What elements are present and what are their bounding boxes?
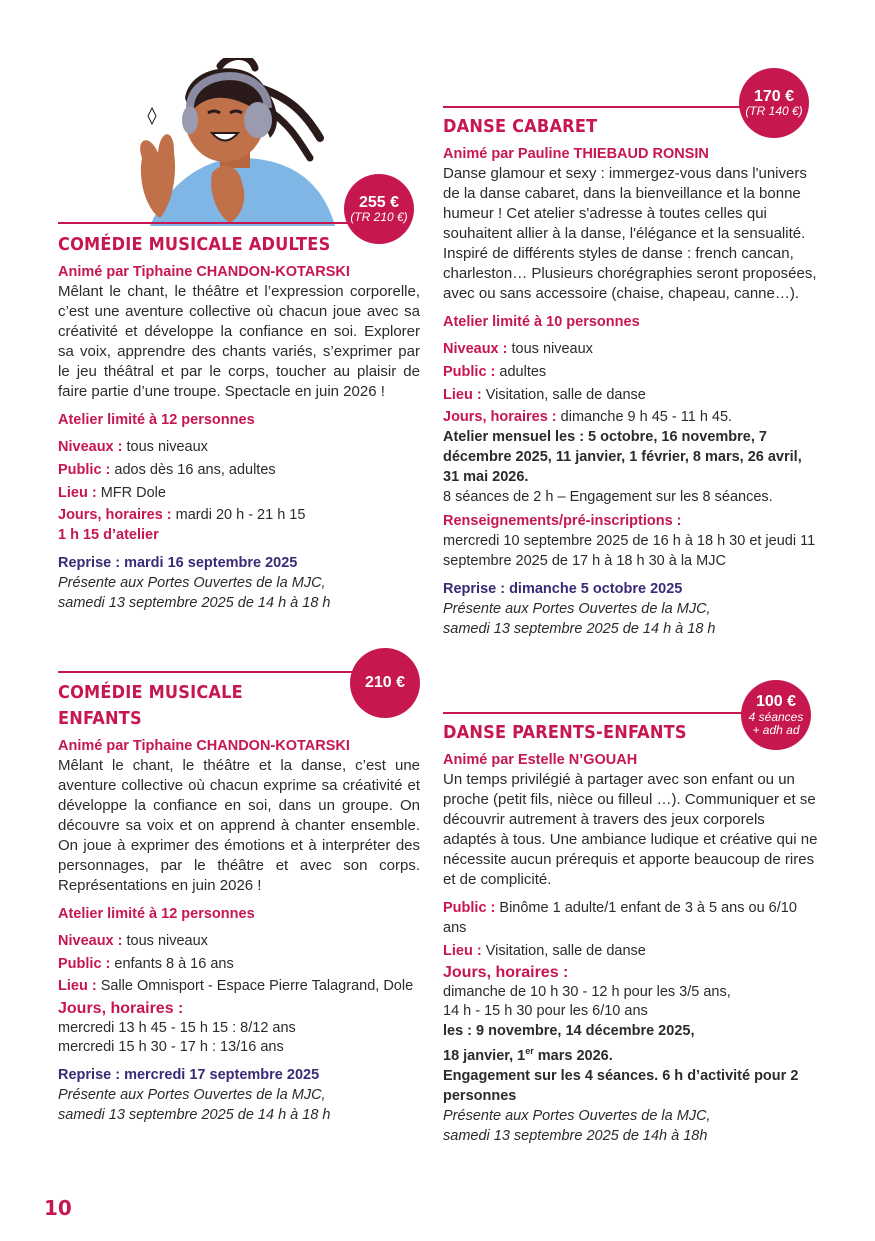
- jours-line: dimanche de 10 h 30 - 12 h pour les 3/5 ans,: [443, 984, 731, 1000]
- price-reduced: (TR 210 €): [350, 210, 408, 225]
- reprise: Reprise : dimanche 5 octobre 2025: [443, 581, 683, 597]
- jours-label: Jours, horaires :: [58, 507, 172, 523]
- reprise: Reprise : mercredi 17 septembre 2025: [58, 1067, 320, 1083]
- lieu-value: MFR Dole: [96, 485, 166, 501]
- dates-text: mars 2026.: [533, 1047, 613, 1064]
- dates-line: [443, 1041, 818, 1066]
- section-title: [58, 680, 420, 732]
- page-number: 10: [44, 1196, 72, 1220]
- jours-value: dimanche 9 h 45 - 11 h 45.: [556, 409, 733, 425]
- portes-ouvertes: Présente aux Portes Ouvertes de la MJC,: [443, 601, 711, 617]
- group-limit: Atelier limité à 10 personnes: [443, 314, 640, 330]
- jours-block: [58, 999, 420, 1057]
- section-divider: [58, 222, 366, 224]
- jours-line: mercredi 15 h 30 - 17 h : 13/16 ans: [58, 1039, 284, 1055]
- niveaux-value: tous niveaux: [507, 341, 593, 357]
- public-row: [58, 953, 420, 976]
- reprise: Reprise : mardi 16 septembre 2025: [58, 555, 298, 571]
- niveaux-label: Niveaux :: [443, 341, 508, 357]
- section-title-line2: ENFANTS: [58, 708, 142, 729]
- price-amount: 255 €: [358, 193, 400, 211]
- animator: Animé par Estelle N’GOUAH: [443, 752, 638, 768]
- public-label: Public :: [443, 364, 496, 380]
- portes-ouvertes-date: samedi 13 septembre 2025 de 14h à 18h: [443, 1127, 708, 1144]
- description: Mêlant le chant, le théâtre et la danse, c’est une aventure collective où chacun exprime sa créativité et développe la confiance en soi, dans un groupe. On découvre sa voix et on apprend à chanter ensemble. On joue à exprimer des émotions et à interpréter des personnages, par le théâtre et avec son corps. Représentations en juin 2026 !: [58, 757, 420, 894]
- section-title: COMÉDIE MUSICALE ADULTES: [58, 234, 331, 255]
- description: Mêlant le chant, le théâtre et l’expression corporelle, c’est une aventure collective où chacun joue avec sa créativité et développe la confiance en soi. Explorer sa voix, apprendre des chants variés, s’exprimer par le jeu théâtral et par le corps, toucher au plaisir de faire partie d’une troupe. Spectacle en juin 2026 !: [58, 283, 420, 400]
- public-row: [443, 898, 818, 938]
- animator: Animé par Tiphaine CHANDON-KOTARSKI: [58, 264, 350, 280]
- renseignements: mercredi 10 septembre 2025 de 16 h à 18 h 30 et jeudi 11 septembre 2025 de 17 h à 18 h 30 à la MJC: [443, 533, 816, 569]
- seances: 8 séances de 2 h – Engagement sur les 8 séances.: [443, 489, 773, 505]
- dates-line: les : 9 novembre, 14 décembre 2025,: [443, 1023, 695, 1039]
- public-value: enfants 8 à 16 ans: [110, 956, 234, 972]
- animator: Animé par Pauline THIEBAUD RONSIN: [443, 146, 709, 162]
- engagement: Engagement sur les 4 séances. 6 h d’activité pour 2 personnes: [443, 1067, 799, 1104]
- niveaux-label: Niveaux :: [58, 933, 123, 949]
- niveaux-row: [58, 930, 420, 953]
- section-title: DANSE CABARET: [443, 116, 598, 137]
- niveaux-row: [58, 436, 420, 459]
- jours-label: Jours, horaires :: [443, 964, 569, 981]
- public-row: [443, 361, 818, 384]
- lieu-label: Lieu :: [443, 387, 482, 403]
- price-detail: + adh ad: [752, 722, 800, 737]
- portes-ouvertes-date: samedi 13 septembre 2025 de 14 h à 18 h: [58, 1107, 331, 1123]
- dates-text: 18 janvier, 1: [443, 1047, 526, 1064]
- description: Un temps privilégié à partager avec son enfant ou un proche (petit fils, nièce ou filleul …). Communiquer et se découvrir autrement à travers des jeux corporels adaptés à tous. Une ambiance ludique et créative qui ne nécessite aucun prérequis et apporte beaucoup de rires et de complicité.: [443, 771, 818, 888]
- group-limit: Atelier limité à 12 personnes: [58, 412, 255, 428]
- lieu-row: [58, 482, 420, 505]
- section-title: DANSE PARENTS-ENFANTS: [443, 722, 687, 743]
- jours-label: Jours, horaires :: [443, 409, 557, 425]
- public-label: Public :: [58, 956, 111, 972]
- lieu-label: Lieu :: [443, 943, 482, 959]
- ordinal-suffix: er: [525, 1046, 534, 1056]
- lieu-label: Lieu :: [58, 485, 97, 501]
- price-amount: 170 €: [753, 87, 795, 105]
- niveaux-value: tous niveaux: [122, 439, 208, 455]
- public-label: Public :: [443, 900, 496, 916]
- niveaux-label: Niveaux :: [58, 439, 123, 455]
- description: Danse glamour et sexy : immergez-vous dans l'univers de la danse cabaret, dans la bienveillance et la bonne humeur ! Cet atelier s'adresse à toutes celles qui souhaitent allier à la danse, l'élégance et la sensualité. Inspiré de différents styles de danse : french cancan, charleston… Plusieurs chorégraphies seront proposées, avec ou sans accessoire (chaise, chapeau, canne…).: [443, 165, 817, 302]
- public-row: [58, 459, 420, 482]
- section-divider: [58, 671, 366, 673]
- portes-ouvertes: Présente aux Portes Ouvertes de la MJC,: [58, 575, 326, 591]
- jours-block: [443, 963, 818, 1021]
- portes-ouvertes: Présente aux Portes Ouvertes de la MJC,: [58, 1087, 326, 1103]
- niveaux-value: tous niveaux: [122, 933, 208, 949]
- renseignements-label: Renseignements/pré-inscriptions :: [443, 513, 682, 529]
- portes-ouvertes-date: samedi 13 septembre 2025 de 14 h à 18 h: [58, 595, 331, 611]
- lieu-row: [443, 940, 818, 963]
- public-value: ados dès 16 ans, adultes: [110, 462, 276, 478]
- lieu-value: Visitation, salle de danse: [481, 387, 646, 403]
- price-reduced: (TR 140 €): [745, 104, 803, 119]
- mensuel-dates: Atelier mensuel les : 5 octobre, 16 novembre, 7 décembre 2025, 11 janvier, 1 février, 8 mars, 26 avril, 31 mai 2026.: [443, 429, 802, 485]
- portes-ouvertes-date: samedi 13 septembre 2025 de 14 h à 18 h: [443, 621, 716, 637]
- price-detail: 4 séances: [748, 709, 804, 724]
- lieu-value: Visitation, salle de danse: [481, 943, 646, 959]
- section-divider: [443, 106, 743, 108]
- jours-row: [443, 407, 818, 427]
- jours-line: mercredi 13 h 45 - 15 h 15 : 8/12 ans: [58, 1020, 296, 1036]
- section-title-line1: COMÉDIE MUSICALE: [58, 682, 243, 703]
- portes-ouvertes: Présente aux Portes Ouvertes de la MJC,: [443, 1107, 711, 1124]
- public-value: adultes: [495, 364, 547, 380]
- animator: Animé par Tiphaine CHANDON-KOTARSKI: [58, 738, 350, 754]
- jours-label: Jours, horaires :: [58, 1000, 184, 1017]
- public-value: Binôme 1 adulte/1 enfant de 3 à 5 ans ou 6/10 ans: [443, 900, 797, 936]
- section-divider: [443, 712, 743, 714]
- public-label: Public :: [58, 462, 111, 478]
- lieu-label: Lieu :: [58, 978, 97, 994]
- lieu-row: [58, 976, 420, 996]
- price-amount: 100 €: [755, 693, 797, 711]
- lieu-row: [443, 384, 818, 407]
- jours-row: [58, 505, 420, 525]
- jours-value: mardi 20 h - 21 h 15: [171, 507, 306, 523]
- niveaux-row: [443, 338, 818, 361]
- duration: 1 h 15 d’atelier: [58, 527, 159, 543]
- group-limit: Atelier limité à 12 personnes: [58, 906, 255, 922]
- price-amount: 210 €: [364, 674, 406, 692]
- lieu-value: Salle Omnisport - Espace Pierre Talagrand, Dole: [96, 978, 414, 994]
- jours-line: 14 h - 15 h 30 pour les 6/10 ans: [443, 1003, 648, 1019]
